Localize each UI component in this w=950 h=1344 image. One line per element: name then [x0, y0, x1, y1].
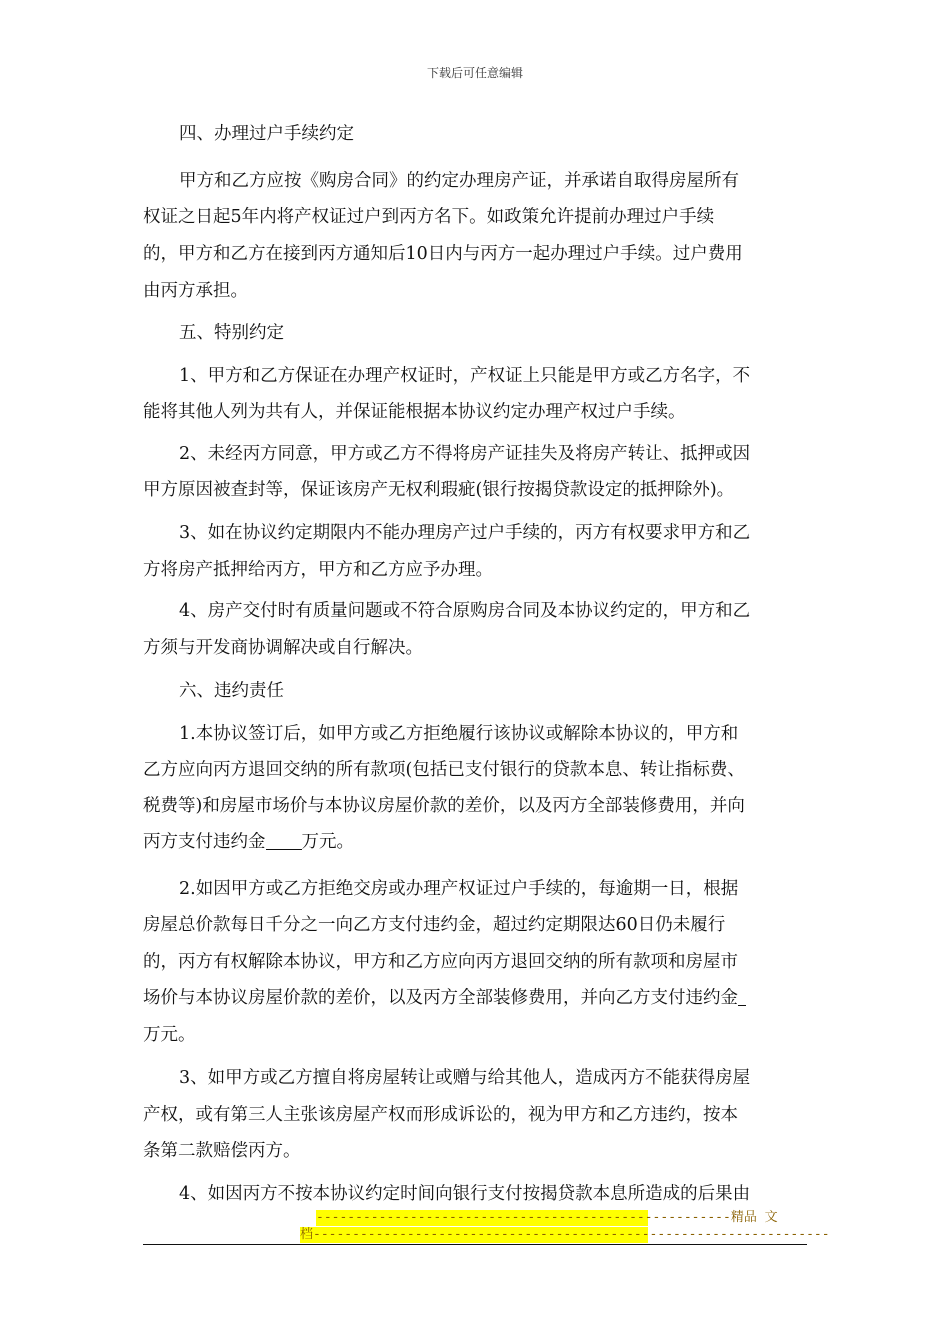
line-text: 场价与本协议房屋价款的差价，以及丙方全部装修费用，并向乙方支付违约金: [143, 988, 738, 1008]
line-text: 权证之日起5年内将产权证过户到丙方名下。如政策允许提前办理过户手续: [143, 207, 715, 227]
line-text: 甲方和乙方应按《购房合同》的约定办理房产证，并承诺自取得房屋所有: [179, 171, 739, 191]
line-text: 3、如甲方或乙方擅自将房屋转让或赠与给其他人，造成丙方不能获得房屋: [179, 1068, 751, 1088]
text-line: [179, 442, 750, 466]
line-text: 四、办理过户手续约定: [179, 124, 354, 144]
line-text: 甲方原因被查封等，保证该房产无权利瑕疵(银行按揭贷款设定的抵押除外)。: [143, 480, 735, 500]
text-line: [143, 478, 734, 502]
line-text: 方须与开发商协调解决或自行解决。: [143, 638, 423, 658]
line-text: 2、未经丙方同意，甲方或乙方不得将房产证挂失及将房产转让、抵押或因: [179, 444, 751, 464]
line-text: 1.本协议签订后，如甲方或乙方拒绝履行该协议或解除本协议的，甲方和: [179, 724, 739, 744]
line-text: 的，甲方和乙方在接到丙方通知后10日内与丙方一起办理过户手续。过户费用: [143, 244, 743, 264]
footer-watermark-line2: 档------------------------------------------------------------------: [300, 1227, 830, 1242]
line-text: 五、特别约定: [179, 323, 284, 343]
text-line: [179, 1066, 750, 1090]
text-line: [143, 279, 248, 303]
text-line: [143, 636, 423, 660]
text-line: [179, 722, 738, 746]
text-line: [143, 205, 714, 229]
text-line: [143, 1139, 301, 1163]
line-text: 4、房产交付时有质量问题或不符合原购房合同及本协议约定的，甲方和乙: [179, 601, 751, 621]
text-line: [143, 400, 686, 424]
line-text: 六、违约责任: [179, 681, 284, 701]
text-line: [143, 830, 354, 854]
line-text: 由丙方承担。: [143, 281, 248, 301]
line-text: 能将其他人列为共有人，并保证能根据本协议约定办理产权过户手续。: [143, 402, 686, 422]
footer-watermark-line1: -----------------------------------------------------精品 文: [316, 1210, 778, 1225]
fill-in-blank: [738, 989, 746, 1006]
text-line: [179, 877, 738, 901]
text-line: [143, 758, 745, 782]
fill-in-blank: [266, 833, 302, 850]
text-line: [179, 521, 750, 545]
line-text: 乙方应向丙方退回交纳的所有款项(包括已支付银行的贷款本息、转让指标费、: [143, 760, 745, 780]
line-text: 丙方支付违约金: [143, 832, 266, 852]
text-line: [143, 913, 725, 937]
page-header: 下载后可任意编辑: [426, 66, 523, 80]
text-line: [179, 679, 284, 703]
line-text: 产权，或有第三人主张该房屋产权而形成诉讼的，视为甲方和乙方违约，按本: [143, 1105, 738, 1125]
text-line: [179, 599, 750, 623]
line-text: 房屋总价款每日千分之一向乙方支付违约金，超过约定期限达60日仍未履行: [143, 915, 726, 935]
text-line: [143, 950, 738, 974]
text-line: [143, 794, 745, 818]
line-text: 条第二款赔偿丙方。: [143, 1141, 301, 1161]
line-text: 1、甲方和乙方保证在办理产权证时，产权证上只能是甲方或乙方名字，不: [179, 366, 751, 386]
line-text: 4、如因丙方不按本协议约定时间向银行支付按揭贷款本息所造成的后果由: [179, 1184, 751, 1204]
text-line: [143, 986, 746, 1010]
text-line: [179, 122, 354, 146]
text-line: [143, 1023, 196, 1047]
line-text: 方将房产抵押给丙方，甲方和乙方应予办理。: [143, 560, 493, 580]
line-text: 万元。: [143, 1025, 196, 1045]
line-text: 2.如因甲方或乙方拒绝交房或办理产权证过户手续的，每逾期一日，根据: [179, 879, 739, 899]
text-line: [179, 1182, 750, 1206]
line-suffix: 万元。: [301, 832, 354, 852]
text-line: [143, 558, 493, 582]
text-line: [179, 169, 739, 193]
text-line: [179, 364, 750, 388]
line-text: 的，丙方有权解除本协议，甲方和乙方应向丙方退回交纳的所有款项和房屋市: [143, 952, 738, 972]
line-text: 3、如在协议约定期限内不能办理房产过户手续的，丙方有权要求甲方和乙: [179, 523, 751, 543]
line-text: 税费等)和房屋市场价与本协议房屋价款的差价，以及丙方全部装修费用，并向: [143, 796, 745, 816]
footer-rule: [143, 1244, 807, 1245]
text-line: [143, 1103, 738, 1127]
text-line: [179, 321, 284, 345]
text-line: [143, 242, 743, 266]
